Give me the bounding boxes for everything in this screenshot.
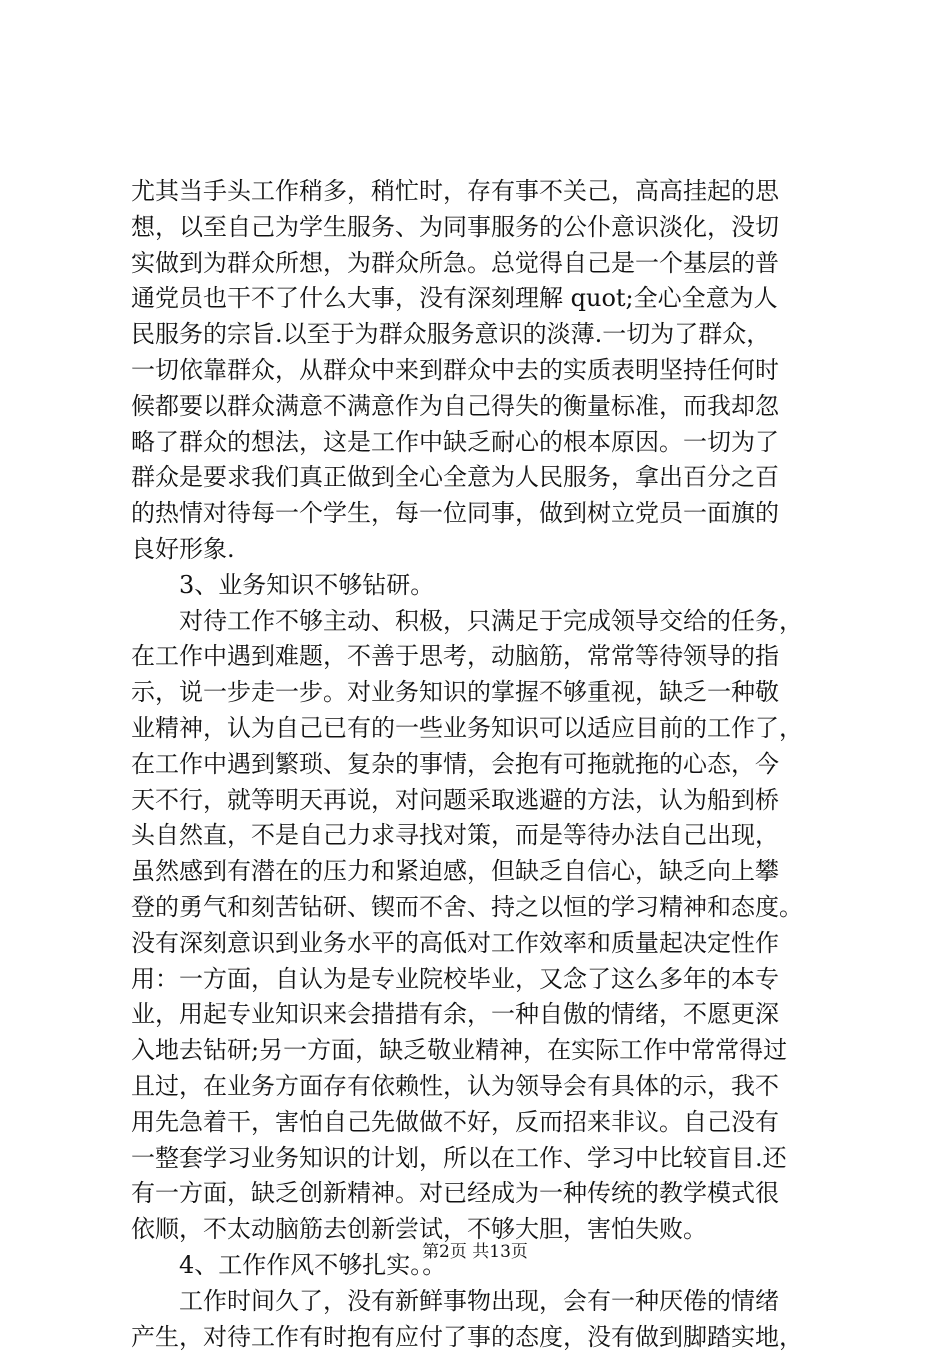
text-line: 良好形象. <box>131 532 831 568</box>
text-line: 没有深刻意识到业务水平的高低对工作效率和质量起决定性作 <box>131 926 831 962</box>
text-line: 略了群众的想法，这是工作中缺乏耐心的根本原因。一切为了 <box>131 425 831 461</box>
text-line: 在工作中遇到难题，不善于思考，动脑筋，常常等待领导的指 <box>131 639 831 675</box>
section-heading: 3、业务知识不够钻研。 <box>131 568 831 604</box>
text-line: 依顺，不太动脑筋去创新尝试，不够大胆，害怕失败。 <box>131 1212 831 1248</box>
text-line: 候都要以群众满意不满意作为自己得失的衡量标准，而我却忽 <box>131 389 831 425</box>
text-line: 登的勇气和刻苦钻研、锲而不舍、持之以恒的学习精神和态度。 <box>131 890 831 926</box>
document-body <box>131 174 831 1355</box>
text-line: 用先急着干，害怕自己先做做不好，反而招来非议。自己没有 <box>131 1105 831 1141</box>
text-line: 一整套学习业务知识的计划，所以在工作、学习中比较盲目.还 <box>131 1141 831 1177</box>
text-line: 产生，对待工作有时抱有应付了事的态度，没有做到脚踏实地， <box>131 1320 831 1355</box>
text-line: 入地去钻研;另一方面，缺乏敬业精神，在实际工作中常常得过 <box>131 1033 831 1069</box>
text-line: 工作时间久了，没有新鲜事物出现，会有一种厌倦的情绪 <box>131 1284 831 1320</box>
text-line: 尤其当手头工作稍多，稍忙时，存有事不关己，高高挂起的思 <box>131 174 831 210</box>
page-number-footer: 第2页 共13页 <box>0 1241 950 1263</box>
section-heading: 4、工作作风不够扎实。。 <box>131 1248 831 1284</box>
text-line: 对待工作不够主动、积极，只满足于完成领导交给的任务， <box>131 604 831 640</box>
text-line: 在工作中遇到繁琐、复杂的事情，会抱有可拖就拖的心态，今 <box>131 747 831 783</box>
text-line: 且过，在业务方面存有依赖性，认为领导会有具体的示，我不 <box>131 1069 831 1105</box>
text-line: 群众是要求我们真正做到全心全意为人民服务，拿出百分之百 <box>131 460 831 496</box>
text-line: 业精神，认为自己已有的一些业务知识可以适应目前的工作了， <box>131 711 831 747</box>
text-line: 天不行，就等明天再说，对问题采取逃避的方法，认为船到桥 <box>131 783 831 819</box>
text-line: 业，用起专业知识来会措措有余，一种自傲的情绪，不愿更深 <box>131 997 831 1033</box>
text-line: 通党员也干不了什么大事，没有深刻理解 quot;全心全意为人 <box>131 281 831 317</box>
text-line: 民服务的宗旨.以至于为群众服务意识的淡薄.一切为了群众， <box>131 317 831 353</box>
text-line: 实做到为群众所想，为群众所急。总觉得自己是一个基层的普 <box>131 246 831 282</box>
text-line: 头自然直，不是自己力求寻找对策，而是等待办法自己出现， <box>131 818 831 854</box>
text-line: 有一方面，缺乏创新精神。对已经成为一种传统的教学模式很 <box>131 1176 831 1212</box>
text-line: 用：一方面，自认为是专业院校毕业，又念了这么多年的本专 <box>131 962 831 998</box>
text-line: 一切依靠群众，从群众中来到群众中去的实质表明坚持任何时 <box>131 353 831 389</box>
text-line: 虽然感到有潜在的压力和紧迫感，但缺乏自信心，缺乏向上攀 <box>131 854 831 890</box>
text-line: 想，以至自己为学生服务、为同事服务的公仆意识淡化，没切 <box>131 210 831 246</box>
text-line: 示，说一步走一步。对业务知识的掌握不够重视，缺乏一种敬 <box>131 675 831 711</box>
text-line: 的热情对待每一个学生，每一位同事，做到树立党员一面旗的 <box>131 496 831 532</box>
